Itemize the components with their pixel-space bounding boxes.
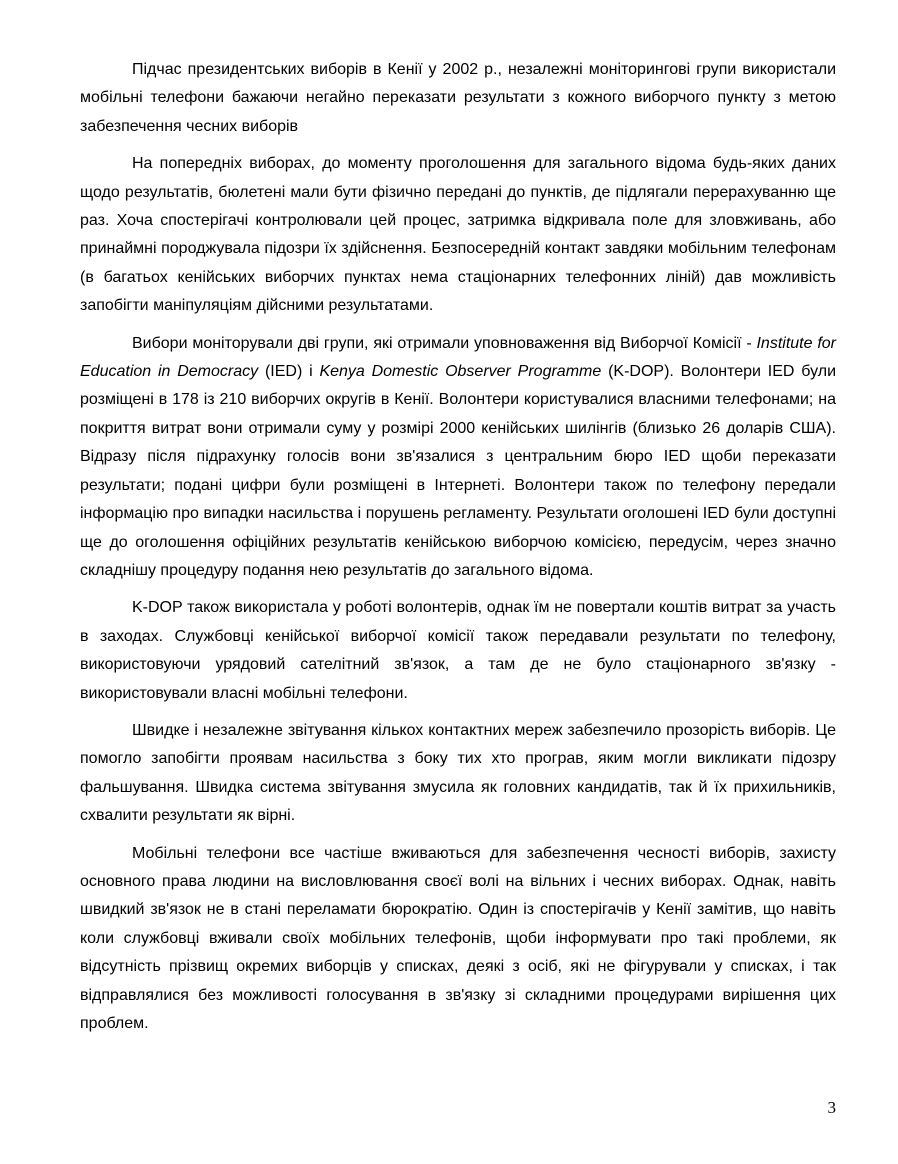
paragraph-6-text: Мобільні телефони все частіше вживаються для забезпечення чесності виборів, захисту основного права людини на висловлювання своєї волі на вільних і чесних виборах. Однак, навіть швидкий зв'язок не в стані переламати бюрократію. Один із спостерігачів у Кенії замітив, що навіть коли службовці вживали своїх мобільних телефонів, щоби інформувати про такі проблеми, як відсутність прізвищ окремих виборців у списках, деякі з осіб, які не фігурували у списках, і так відправлялися без можливості голосування в зв'язку зі складними процедурами вирішення цих проблем. [80, 844, 836, 1032]
paragraph-4-text: K-DOP також використала у роботі волонтерів, однак їм не повертали коштів витрат за участь в заходах. Службовці кенійської виборчої комісії також передавали результати по телефону, використовуючи урядовий сателітний зв'язок, а там де не було стаціонарного зв'язку - використовували власні мобільні телефони. [80, 599, 836, 702]
paragraph-1-text: Підчас президентських виборів в Кенії у 2002 р., незалежні моніторингові групи використали мобільні телефони бажаючи негайно переказати результати з кожного виборчого пункту з метою забезпечення чесних виборів [80, 61, 836, 135]
paragraph-3-text-a: Вибори моніторували дві групи, які отримали уповноваження від Виборчої Комісії - [132, 334, 757, 352]
paragraph-6 [80, 840, 836, 1039]
document-body [80, 56, 836, 1047]
paragraph-5-text: Швидке і незалежне звітування кількох контактних мереж забезпечило прозорість виборів. Це помогло запобігти проявам насильства з боку тих хто програв, яким могли викликати підозру фальшування. Швидка система звітування змусила як головних кандидатів, так й їх прихильників, схвалити результати як вірні. [80, 721, 836, 825]
paragraph-2-text: На попередніх виборах, до моменту проголошення для загального відома будь-яких даних щодо результатів, бюлетені мали бути фізично передані до пунктів, де підлягали перерахуванню ще раз. Хоча спостерігачі контролювали цей процес, затримка відкривала поле для зловживань, або принаймні породжувала підозри їх здійснення. Безпосередній контакт завдяки мобільним телефонам (в багатьох кенійських виборчих пунктах нема стаціонарних телефонних ліній) дав можливість запобігти маніпуляціям дійсними результатами. [80, 155, 836, 315]
paragraph-3-text-b: (IED) і [258, 363, 320, 381]
paragraph-3 [80, 330, 836, 586]
paragraph-2 [80, 150, 836, 320]
paragraph-4 [80, 594, 836, 708]
programme-name: Kenya Domestic Observer Programme [319, 363, 602, 381]
paragraph-3-text-c: (K-DOP). Волонтери IED були розміщені в 178 із 210 виборчих округів в Кенії. Волонтери користувалися власними телефонами; на покриття витрат вони отримали суму у розмірі 2000 кенійських шилінгів (близько 26 доларів США). Відразу після підрахунку голосів вони зв'язалися з центральним бюро IED щоби переказати результати; подані цифри були розміщені в Інтернеті. Волонтери також по телефону передали інформацію про випадки насильства і порушень регламенту. Результати оголошені IED були доступні ще до оголошення офіційних результатів кенійською виборчою комісією, передусім, через значно складнішу процедуру подання нею результатів до загального відома. [80, 363, 837, 579]
paragraph-5 [80, 717, 836, 831]
paragraph-1 [80, 56, 836, 141]
page-number: 3 [827, 1098, 836, 1117]
institute-name: Institute for Education in Democracy [80, 334, 837, 381]
